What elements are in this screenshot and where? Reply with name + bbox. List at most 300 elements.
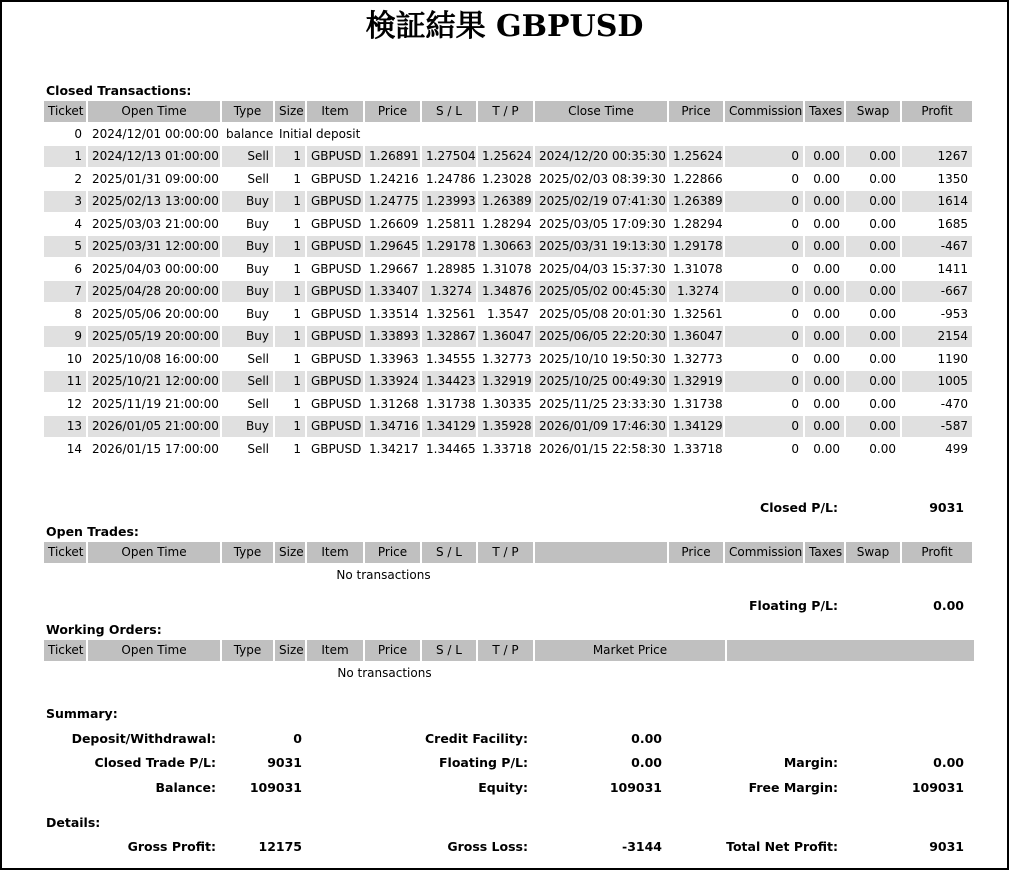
table-cell: 1 — [275, 236, 305, 257]
table-cell: 0.00 — [805, 371, 844, 392]
column-header: Swap — [846, 101, 900, 122]
summary-label: Summary: — [46, 706, 118, 721]
table-row — [44, 169, 974, 190]
column-header: Item — [307, 542, 363, 563]
empty-cell — [727, 663, 974, 684]
table-cell: 2025/05/06 20:00:00 — [92, 306, 219, 321]
column-header: S / L — [422, 640, 476, 661]
table-cell: Buy — [222, 281, 273, 302]
balance-label: Balance: — [155, 780, 216, 795]
table-cell: 0.00 — [813, 171, 840, 186]
table-cell: 1.32919 — [478, 371, 533, 392]
table-cell: 2025/06/05 22:20:30 — [535, 326, 667, 347]
empty-cell — [669, 124, 723, 145]
table-cell: Sell — [247, 351, 269, 366]
table-cell: 2025/01/31 09:00:00 — [92, 171, 219, 186]
column-header: Item — [307, 101, 363, 122]
table-row — [44, 146, 974, 167]
table-cell: 0.00 — [805, 416, 844, 437]
credit-facility-value: 0.00 — [631, 731, 662, 746]
gross-profit-value: 12175 — [258, 839, 302, 854]
table-cell: 1.28985 — [426, 261, 476, 276]
table-cell: 2025/05/08 20:01:30 — [539, 306, 666, 321]
table-row — [44, 326, 974, 347]
header-row — [44, 640, 974, 661]
table-cell: 1.32919 — [669, 371, 723, 392]
details-label: Details: — [46, 815, 101, 830]
working-orders-table — [42, 638, 976, 685]
table-cell: 1 — [275, 326, 305, 347]
table-cell: 0 — [725, 416, 803, 437]
table-cell: GBPUSD — [307, 416, 363, 437]
table-cell: 1.29178 — [669, 236, 723, 257]
table-cell: 1 — [44, 146, 86, 167]
table-cell: 1.36047 — [669, 326, 723, 347]
table-cell: 1.35928 — [478, 416, 533, 437]
table-cell: Sell — [222, 146, 273, 167]
column-header: Type — [222, 101, 273, 122]
empty-cell — [725, 124, 803, 145]
total-net-profit-value: 9031 — [929, 839, 964, 854]
column-header: Profit — [902, 101, 972, 122]
free-margin-label: Free Margin: — [748, 780, 838, 795]
table-cell: 0 — [725, 371, 803, 392]
empty-cell — [805, 565, 844, 586]
closed-trade-pl-label: Closed Trade P/L: — [94, 755, 216, 770]
table-cell: 6 — [74, 261, 82, 276]
table-cell: 0.00 — [805, 236, 844, 257]
table-cell: 1.31078 — [673, 261, 723, 276]
header-row — [44, 101, 974, 122]
column-header: Market Price — [535, 640, 725, 661]
table-cell: 1.28294 — [482, 216, 532, 231]
equity-label: Equity: — [478, 780, 528, 795]
table-cell: 2026/01/15 22:58:30 — [539, 441, 666, 456]
empty-row — [44, 565, 972, 586]
header-row — [44, 542, 972, 563]
table-cell: 1 — [275, 371, 305, 392]
table-cell: 1.31738 — [673, 396, 723, 411]
table-cell: 0.00 — [846, 236, 900, 257]
column-header: Commission — [725, 542, 803, 563]
table-cell: 0.00 — [846, 416, 900, 437]
table-cell: -467 — [902, 236, 972, 257]
table-cell: 0.00 — [846, 371, 900, 392]
table-cell: 2 — [74, 171, 82, 186]
table-cell: 0.00 — [869, 261, 896, 276]
table-cell: 1 — [293, 351, 301, 366]
table-cell: 1 — [293, 171, 301, 186]
table-cell: 0 — [791, 171, 799, 186]
gross-profit-label: Gross Profit: — [127, 839, 216, 854]
table-cell: 14 — [66, 441, 82, 456]
table-cell: 0.00 — [846, 326, 900, 347]
table-row — [44, 349, 974, 370]
empty-cell — [725, 565, 803, 586]
ticket-cell: 0 — [74, 126, 82, 141]
table-cell: 0.00 — [813, 261, 840, 276]
table-cell: 1.22866 — [673, 171, 723, 186]
table-cell: 1411 — [937, 261, 968, 276]
table-cell: 1.3274 — [669, 281, 723, 302]
equity-value: 109031 — [609, 780, 662, 795]
table-cell: GBPUSD — [311, 441, 362, 456]
table-cell: 1.34555 — [426, 351, 476, 366]
column-header: Type — [222, 542, 273, 563]
table-cell: 1614 — [902, 191, 972, 212]
table-cell: Buy — [222, 326, 273, 347]
table-cell: 2025/04/03 00:00:00 — [92, 261, 219, 276]
table-cell: 0.00 — [846, 146, 900, 167]
table-cell: GBPUSD — [311, 216, 362, 231]
table-cell: GBPUSD — [307, 146, 363, 167]
table-cell: 1 — [275, 146, 305, 167]
column-header: Ticket — [44, 640, 86, 661]
table-cell: 1.31738 — [426, 396, 476, 411]
table-cell: 1.31078 — [482, 261, 532, 276]
closed-pl-label: Closed P/L: — [760, 500, 838, 515]
table-cell: 5 — [44, 236, 86, 257]
open-trades-table — [42, 540, 974, 587]
table-row — [44, 416, 974, 437]
table-cell: 12 — [66, 396, 82, 411]
column-header: Price — [669, 542, 723, 563]
closed-transactions-label: Closed Transactions: — [46, 83, 192, 98]
table-cell: 4 — [74, 216, 82, 231]
table-cell: 0.00 — [869, 216, 896, 231]
credit-facility-label: Credit Facility: — [424, 731, 528, 746]
table-cell: 1.32561 — [673, 306, 723, 321]
table-cell: 1.33963 — [369, 351, 419, 366]
column-header: Size — [275, 542, 305, 563]
table-cell: 1.34716 — [365, 416, 420, 437]
table-cell: 1 — [275, 191, 305, 212]
table-cell: 1.26609 — [369, 216, 419, 231]
column-header: Swap — [846, 542, 900, 563]
table-row — [44, 191, 974, 212]
table-cell: 0 — [791, 441, 799, 456]
table-cell: 1.3274 — [422, 281, 476, 302]
table-cell: GBPUSD — [307, 326, 363, 347]
table-cell: 1685 — [937, 216, 968, 231]
deposit-withdrawal-label: Deposit/Withdrawal: — [71, 731, 216, 746]
table-cell: 2025/03/05 17:09:30 — [539, 216, 666, 231]
table-cell: 1 — [275, 416, 305, 437]
empty-cell — [846, 124, 900, 145]
table-row — [44, 281, 974, 302]
closed-trade-pl-value: 9031 — [267, 755, 302, 770]
table-cell: 1.26389 — [669, 191, 723, 212]
table-cell: 0 — [791, 261, 799, 276]
table-cell: 0 — [791, 396, 799, 411]
summary-floating-pl-label: Floating P/L: — [439, 755, 528, 770]
table-cell: 1.33924 — [365, 371, 420, 392]
table-cell: 2025/05/02 00:45:30 — [535, 281, 667, 302]
table-cell: 1.34465 — [426, 441, 476, 456]
table-cell: GBPUSD — [311, 351, 362, 366]
column-header: Open Time — [88, 101, 220, 122]
column-header: Price — [669, 101, 723, 122]
closed-transactions-table — [42, 99, 976, 461]
table-cell: GBPUSD — [311, 261, 362, 276]
table-cell: 2025/10/21 12:00:00 — [88, 371, 220, 392]
column-header: Close Time — [535, 101, 667, 122]
table-cell: 1.29178 — [422, 236, 476, 257]
column-header — [727, 640, 974, 661]
table-cell: GBPUSD — [307, 191, 363, 212]
floating-pl-label: Floating P/L: — [749, 598, 838, 613]
table-cell: 0.00 — [846, 281, 900, 302]
table-cell: 1.36047 — [478, 326, 533, 347]
column-header: Taxes — [805, 101, 844, 122]
table-cell: 2026/01/15 17:00:00 — [92, 441, 219, 456]
working-orders-label: Working Orders: — [46, 622, 162, 637]
table-row — [44, 439, 974, 460]
table-cell: 2025/10/25 00:49:30 — [535, 371, 667, 392]
table-cell: 1 — [293, 441, 301, 456]
table-cell: 2025/03/03 21:00:00 — [92, 216, 219, 231]
table-cell: 1350 — [937, 171, 968, 186]
table-cell: 1.33514 — [369, 306, 419, 321]
empty-cell — [422, 124, 476, 145]
table-cell: 2025/11/19 21:00:00 — [92, 396, 219, 411]
empty-row — [44, 663, 974, 684]
table-cell: 0 — [725, 191, 803, 212]
column-header: Size — [275, 101, 305, 122]
table-cell: 2025/04/28 20:00:00 — [88, 281, 220, 302]
table-cell: 2025/03/31 12:00:00 — [88, 236, 220, 257]
table-cell: 0.00 — [805, 281, 844, 302]
table-row — [44, 214, 974, 235]
table-cell: 3 — [44, 191, 86, 212]
table-cell: 2024/12/20 00:35:30 — [535, 146, 667, 167]
table-cell: 499 — [945, 441, 968, 456]
table-cell: Buy — [222, 191, 273, 212]
table-cell: 1.23028 — [482, 171, 532, 186]
column-header: S / L — [422, 101, 476, 122]
table-cell: 1.25624 — [669, 146, 723, 167]
table-cell: 1.34876 — [478, 281, 533, 302]
column-header — [535, 542, 667, 563]
table-cell: 0.00 — [869, 396, 896, 411]
table-cell: 2025/11/25 23:33:30 — [539, 396, 666, 411]
table-cell: 0.00 — [813, 306, 840, 321]
gross-loss-label: Gross Loss: — [447, 839, 528, 854]
table-cell: 0.00 — [869, 306, 896, 321]
table-cell: 1.30663 — [478, 236, 533, 257]
table-cell: 1.34129 — [422, 416, 476, 437]
empty-cell — [478, 124, 533, 145]
table-cell: 0.00 — [813, 396, 840, 411]
comment-cell: Initial deposit — [279, 126, 361, 141]
table-cell: GBPUSD — [307, 236, 363, 257]
table-cell: -667 — [902, 281, 972, 302]
floating-pl-value: 0.00 — [933, 598, 964, 613]
table-cell: 2026/01/05 21:00:00 — [88, 416, 220, 437]
table-cell: 0 — [725, 236, 803, 257]
table-cell: 1.26389 — [478, 191, 533, 212]
table-cell: 2025/10/10 19:50:30 — [539, 351, 666, 366]
table-cell: GBPUSD — [311, 306, 362, 321]
column-header: Item — [307, 640, 363, 661]
table-row-deposit — [44, 124, 974, 145]
table-cell: 2025/10/08 16:00:00 — [92, 351, 219, 366]
table-cell: 0.00 — [805, 326, 844, 347]
table-cell: Buy — [246, 261, 269, 276]
table-cell: 0.00 — [869, 171, 896, 186]
column-header: T / P — [478, 542, 533, 563]
table-cell: 1.32773 — [673, 351, 723, 366]
table-cell: 1 — [293, 261, 301, 276]
table-cell: Buy — [222, 236, 273, 257]
column-header: Ticket — [44, 101, 86, 122]
table-cell: -953 — [940, 306, 968, 321]
table-cell: 2025/02/03 08:39:30 — [539, 171, 666, 186]
table-cell: 0 — [725, 281, 803, 302]
table-cell: 1.33718 — [482, 441, 532, 456]
empty-cell — [535, 124, 667, 145]
total-net-profit-label: Total Net Profit: — [726, 839, 838, 854]
empty-cell — [902, 565, 972, 586]
column-header: Price — [365, 542, 420, 563]
table-cell: 1.34423 — [422, 371, 476, 392]
table-cell: 2025/05/19 20:00:00 — [88, 326, 220, 347]
table-cell: 1.27504 — [422, 146, 476, 167]
table-cell: 0.00 — [805, 146, 844, 167]
table-cell: 1.33718 — [673, 441, 723, 456]
table-cell: Buy — [246, 216, 269, 231]
table-cell: 1.32773 — [482, 351, 532, 366]
column-header: T / P — [478, 101, 533, 122]
table-cell: 0 — [725, 146, 803, 167]
table-cell: 0.00 — [813, 216, 840, 231]
margin-label: Margin: — [783, 755, 838, 770]
column-header: S / L — [422, 542, 476, 563]
margin-value: 0.00 — [933, 755, 964, 770]
table-cell: 9 — [44, 326, 86, 347]
table-cell: 2024/12/13 01:00:00 — [88, 146, 220, 167]
summary-floating-pl-value: 0.00 — [631, 755, 662, 770]
table-cell: 1.29645 — [365, 236, 420, 257]
table-cell: 1 — [293, 396, 301, 411]
table-cell: 0 — [791, 216, 799, 231]
table-cell: 1.26891 — [365, 146, 420, 167]
table-cell: 1.31268 — [369, 396, 419, 411]
table-row — [44, 371, 974, 392]
table-cell: Sell — [247, 171, 269, 186]
table-cell: 11 — [44, 371, 86, 392]
table-cell: 2154 — [902, 326, 972, 347]
table-cell: 1267 — [902, 146, 972, 167]
table-cell: 0.00 — [805, 191, 844, 212]
table-cell: 1005 — [902, 371, 972, 392]
deposit-withdrawal-value: 0 — [293, 731, 302, 746]
table-cell: 0.00 — [869, 441, 896, 456]
table-cell: GBPUSD — [311, 396, 362, 411]
balance-value: 109031 — [249, 780, 302, 795]
table-cell: Sell — [247, 441, 269, 456]
table-cell: 1.29667 — [369, 261, 419, 276]
table-cell: 1.3547 — [487, 306, 529, 321]
table-row — [44, 236, 974, 257]
column-header: Open Time — [88, 542, 220, 563]
table-cell: 0 — [725, 326, 803, 347]
open-trades-label: Open Trades: — [46, 524, 139, 539]
table-cell: 1.32561 — [426, 306, 476, 321]
table-cell: 1 — [293, 216, 301, 231]
column-header: Size — [275, 640, 305, 661]
empty-cell — [902, 124, 972, 145]
no-transactions-text: No transactions — [336, 567, 431, 582]
free-margin-value: 109031 — [911, 780, 964, 795]
table-cell: 1.24775 — [365, 191, 420, 212]
table-cell: 2025/03/31 19:13:30 — [535, 236, 667, 257]
table-cell: 1.32867 — [422, 326, 476, 347]
table-cell: 1.34129 — [669, 416, 723, 437]
column-header: Open Time — [88, 640, 220, 661]
table-cell: 1.33893 — [365, 326, 420, 347]
table-cell: GBPUSD — [311, 171, 362, 186]
table-cell: 1 — [293, 306, 301, 321]
gross-loss-value: -3144 — [622, 839, 662, 854]
table-cell: 0.00 — [813, 441, 840, 456]
column-header: Price — [365, 101, 420, 122]
column-header: Price — [365, 640, 420, 661]
table-cell: 1.24786 — [426, 171, 476, 186]
table-cell: 13 — [44, 416, 86, 437]
table-cell: 2025/02/19 07:41:30 — [535, 191, 667, 212]
table-cell: 10 — [66, 351, 82, 366]
table-cell: -470 — [940, 396, 968, 411]
table-cell: 1 — [275, 281, 305, 302]
empty-cell — [805, 124, 844, 145]
column-header: T / P — [478, 640, 533, 661]
table-cell: Buy — [246, 306, 269, 321]
column-header: Profit — [902, 542, 972, 563]
table-cell: Sell — [222, 371, 273, 392]
table-cell: 0 — [791, 351, 799, 366]
table-cell: 2025/04/03 15:37:30 — [539, 261, 666, 276]
table-cell: 0.00 — [869, 351, 896, 366]
table-cell: 2026/01/09 17:46:30 — [535, 416, 667, 437]
table-cell: Sell — [247, 396, 269, 411]
no-transactions-text: No transactions — [337, 665, 432, 680]
table-cell: 1.28294 — [673, 216, 723, 231]
table-cell: 1.24216 — [369, 171, 419, 186]
table-cell: 7 — [44, 281, 86, 302]
column-header: Type — [222, 640, 273, 661]
table-cell: GBPUSD — [307, 281, 363, 302]
column-header: Ticket — [44, 542, 86, 563]
table-row — [44, 304, 974, 325]
closed-pl-value: 9031 — [929, 500, 964, 515]
table-cell: 0 — [791, 306, 799, 321]
table-cell: Buy — [222, 416, 273, 437]
table-cell: 1190 — [937, 351, 968, 366]
table-row — [44, 394, 974, 415]
table-cell: 1.30335 — [482, 396, 532, 411]
page-title: 検証結果 GBPUSD — [365, 9, 644, 44]
column-header: Commission — [725, 101, 803, 122]
table-cell: -587 — [902, 416, 972, 437]
open-time-cell: 2024/12/01 00:00:00 — [92, 126, 219, 141]
table-cell: 1.25624 — [478, 146, 533, 167]
table-cell: 0.00 — [846, 191, 900, 212]
type-cell: balance — [226, 126, 273, 141]
table-cell: 1.23993 — [422, 191, 476, 212]
table-cell: 8 — [74, 306, 82, 321]
empty-cell — [846, 565, 900, 586]
